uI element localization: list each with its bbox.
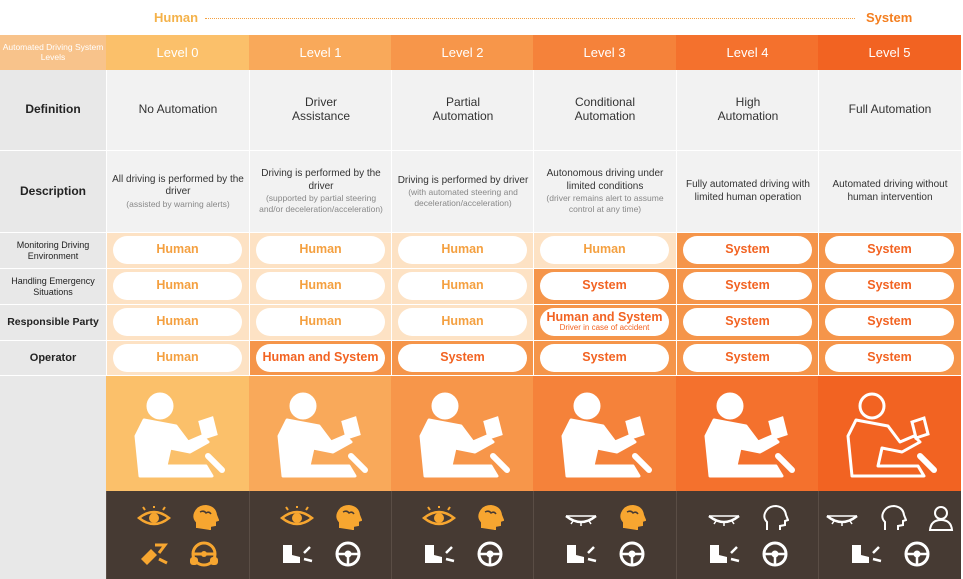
- status-pill-label: System: [725, 314, 770, 329]
- description-cell-0: [106, 151, 249, 233]
- level-header-5: Level 5: [818, 35, 961, 70]
- status-pill-responsible: [256, 308, 385, 336]
- level-header-1: Level 1: [249, 35, 392, 70]
- level-header-2: Level 2: [391, 35, 534, 70]
- definition-cell-3: Conditional Automation: [533, 70, 676, 151]
- row-label-operator: Operator: [0, 341, 106, 376]
- row-label-handling: Handling Emergency Situations: [0, 269, 106, 305]
- definition-cell-0: No Automation: [106, 70, 249, 151]
- pedal-off-icon: [137, 541, 169, 567]
- steering-wheel-icon: [761, 540, 789, 568]
- status-pill-label: Human: [299, 242, 342, 257]
- description-subtext: (with automated steering and deceleration/acceleration): [408, 187, 518, 208]
- status-pill-label: Human and System: [546, 309, 663, 324]
- description-text: Driving is performed by driver: [397, 174, 529, 186]
- level-header-3: Level 3: [533, 35, 676, 70]
- driver-illustration-1: [249, 376, 392, 491]
- status-pill-label: Human: [441, 242, 484, 257]
- status-pill-responsible: [825, 308, 954, 336]
- status-pill-handling: [825, 272, 954, 300]
- status-pill-label: Human: [299, 314, 342, 329]
- automation-levels-table: [0, 35, 963, 579]
- status-pill-label: System: [725, 242, 770, 257]
- status-pill-operator: [825, 344, 954, 372]
- status-pill-label: Human: [441, 278, 484, 293]
- steering-hands-icon: [189, 539, 219, 569]
- row-label-description: Description: [0, 151, 106, 233]
- status-pill-label: Human: [441, 314, 484, 329]
- status-pill-label: System: [582, 350, 627, 365]
- description-cell-2: [391, 151, 534, 233]
- description-subtext: (driver remains alert to assume control at any time): [546, 193, 664, 214]
- status-pill-responsible: [398, 308, 527, 336]
- status-pill-handling: [256, 272, 385, 300]
- description-text: Automated driving without human intervention: [832, 179, 948, 203]
- status-pill-label: System: [582, 278, 627, 293]
- role-icons-1: [249, 491, 392, 579]
- steering-wheel-icon: [334, 540, 362, 568]
- status-pill-handling: [113, 272, 242, 300]
- status-pill-monitoring: [683, 236, 812, 264]
- person-outline-icon: [927, 504, 955, 532]
- definition-cell-5: Full Automation: [818, 70, 961, 151]
- description-cell-4: [676, 151, 819, 233]
- status-pill-label: System: [867, 314, 912, 329]
- status-pill-monitoring: [398, 236, 527, 264]
- foot-pedal-icon: [707, 541, 741, 567]
- foot-pedal-icon: [564, 541, 598, 567]
- level-header-0: Level 0: [106, 35, 249, 70]
- brain-icon: [334, 504, 362, 532]
- steering-wheel-icon: [903, 540, 931, 568]
- status-pill-operator: [256, 344, 385, 372]
- foot-pedal-icon: [849, 541, 883, 567]
- role-icons-4: [676, 491, 819, 579]
- driver-illustration-4: [676, 376, 819, 491]
- eye-closed-icon: [564, 506, 598, 530]
- role-icons-5: [818, 491, 961, 579]
- status-pill-label: System: [440, 350, 485, 365]
- status-pill-label: System: [725, 278, 770, 293]
- eye-icon: [422, 506, 456, 530]
- definition-cell-1: Driver Assistance: [249, 70, 392, 151]
- head-outline-icon: [879, 504, 907, 532]
- role-icons-3: [533, 491, 676, 579]
- status-pill-monitoring: [825, 236, 954, 264]
- status-pill-handling: [683, 272, 812, 300]
- status-pill-operator: [540, 344, 669, 372]
- head-outline-icon: [761, 504, 789, 532]
- driver-illustration-2: [391, 376, 534, 491]
- description-subtext: (assisted by warning alerts): [126, 198, 230, 209]
- status-pill-monitoring: [113, 236, 242, 264]
- status-pill-responsible: [113, 308, 242, 336]
- description-cell-3: [533, 151, 676, 233]
- foot-pedal-icon: [422, 541, 456, 567]
- status-pill-operator: [683, 344, 812, 372]
- status-pill-label: Human: [156, 314, 199, 329]
- steering-wheel-icon: [476, 540, 504, 568]
- driver-illustration-3: [533, 376, 676, 491]
- brain-icon: [618, 504, 646, 532]
- status-pill-operator: [398, 344, 527, 372]
- row-label-responsible: Responsible Party: [0, 305, 106, 341]
- eye-icon: [137, 506, 171, 530]
- status-pill-label: Human and System: [262, 350, 379, 365]
- status-pill-label: System: [867, 278, 912, 293]
- description-text: Autonomous driving under limited conditions: [546, 168, 664, 192]
- status-pill-note: Driver in case of accident: [559, 323, 650, 333]
- scale-system-label: System: [866, 10, 913, 25]
- description-text: Fully automated driving with limited human operation: [686, 179, 810, 203]
- left-blank-panel: [0, 376, 106, 579]
- brain-icon: [191, 504, 219, 532]
- description-cell-1: [249, 151, 392, 233]
- status-pill-label: Human: [156, 242, 199, 257]
- status-pill-handling: [540, 272, 669, 300]
- description-text: All driving is performed by the driver: [112, 173, 244, 198]
- status-pill-responsible: [683, 308, 812, 336]
- steering-wheel-icon: [618, 540, 646, 568]
- role-icons-0: [106, 491, 249, 579]
- description-subtext: (supported by partial steering and/or deceleration/acceleration): [259, 193, 383, 214]
- status-pill-label: Human: [583, 242, 626, 257]
- level-header-4: Level 4: [676, 35, 819, 70]
- scale-dotted-line: [205, 18, 855, 19]
- eye-closed-icon: [825, 506, 859, 530]
- foot-pedal-icon: [280, 541, 314, 567]
- eye-closed-icon: [707, 506, 741, 530]
- status-pill-label: Human: [156, 350, 199, 365]
- eye-icon: [280, 506, 314, 530]
- status-pill-label: System: [867, 242, 912, 257]
- definition-cell-2: Partial Automation: [391, 70, 534, 151]
- status-pill-monitoring: [540, 236, 669, 264]
- row-label-monitoring: Monitoring Driving Environment: [0, 233, 106, 269]
- description-cell-5: [818, 151, 961, 233]
- status-pill-monitoring: [256, 236, 385, 264]
- description-text: Driving is performed by the driver: [261, 168, 381, 192]
- scale-human-label: Human: [154, 10, 199, 25]
- definition-cell-4: High Automation: [676, 70, 819, 151]
- status-pill-responsible: [540, 308, 669, 336]
- status-pill-operator: [113, 344, 242, 372]
- status-pill-label: System: [725, 350, 770, 365]
- role-icons-2: [391, 491, 534, 579]
- brain-icon: [476, 504, 504, 532]
- status-pill-label: System: [867, 350, 912, 365]
- driver-illustration-5: [818, 376, 961, 491]
- status-pill-label: Human: [156, 278, 199, 293]
- row-label-definition: Definition: [0, 70, 106, 151]
- driver-illustration-0: [106, 376, 249, 491]
- header-label: Automated Driving System Levels: [0, 35, 106, 70]
- status-pill-label: Human: [299, 278, 342, 293]
- status-pill-handling: [398, 272, 527, 300]
